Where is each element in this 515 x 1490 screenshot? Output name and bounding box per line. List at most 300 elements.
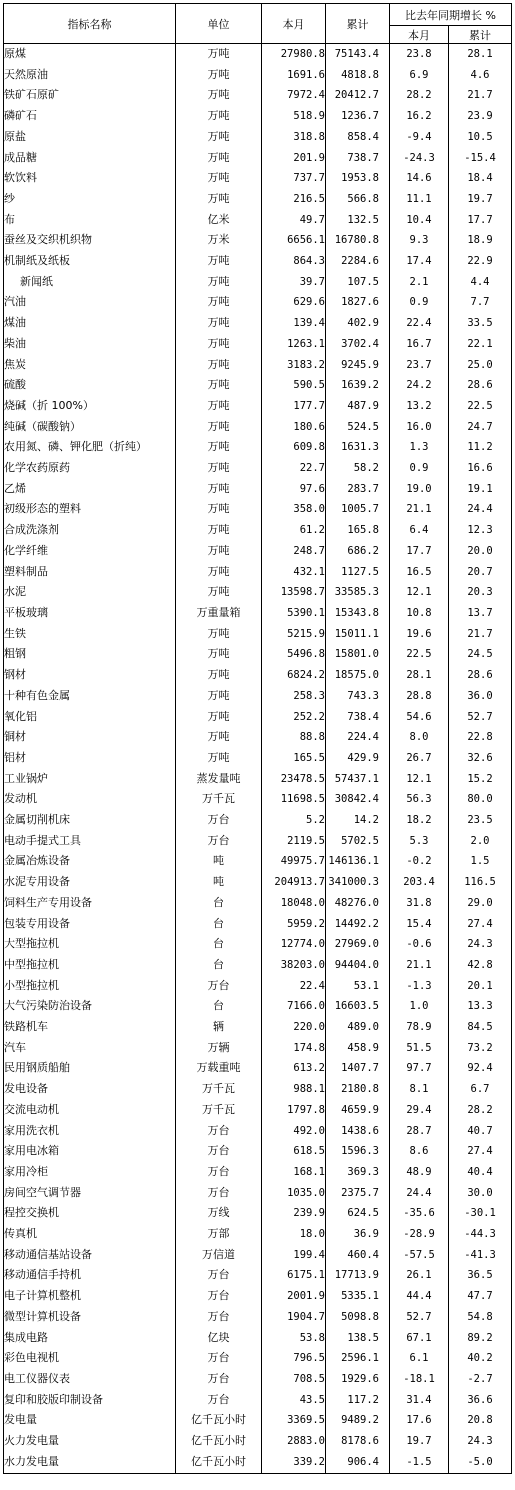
cumulative-value-cell: 524.5 xyxy=(326,417,390,438)
month-value-cell: 168.1 xyxy=(262,1162,326,1183)
cumulative-value-cell: 117.2 xyxy=(326,1390,390,1411)
table-row xyxy=(4,562,512,583)
month-value-cell: 22.7 xyxy=(262,458,326,479)
cumulative-value-cell: 14492.2 xyxy=(326,914,390,935)
growth-cumulative-cell: 11.2 xyxy=(449,437,512,458)
table-row xyxy=(4,541,512,562)
growth-month-cell: -35.6 xyxy=(390,1203,449,1224)
cumulative-value-cell: 1827.6 xyxy=(326,292,390,313)
indicator-name-cell: 工业锅炉 xyxy=(4,769,176,790)
indicator-name-cell: 焦炭 xyxy=(4,355,176,376)
growth-cumulative-cell: 116.5 xyxy=(449,872,512,893)
month-value-cell: 5215.9 xyxy=(262,624,326,645)
growth-month-cell: 8.1 xyxy=(390,1079,449,1100)
month-value-cell: 518.9 xyxy=(262,106,326,127)
growth-cumulative-cell: -44.3 xyxy=(449,1224,512,1245)
table-row xyxy=(4,292,512,313)
unit-cell: 万吨 xyxy=(176,624,262,645)
growth-cumulative-cell: 15.2 xyxy=(449,769,512,790)
table-row xyxy=(4,272,512,293)
unit-cell: 万吨 xyxy=(176,168,262,189)
month-value-cell: 43.5 xyxy=(262,1390,326,1411)
unit-cell: 万吨 xyxy=(176,644,262,665)
cumulative-value-cell: 2375.7 xyxy=(326,1183,390,1204)
growth-cumulative-cell: 40.4 xyxy=(449,1162,512,1183)
unit-cell: 万辆 xyxy=(176,1038,262,1059)
growth-month-cell: 51.5 xyxy=(390,1038,449,1059)
table-row xyxy=(4,458,512,479)
unit-cell: 万吨 xyxy=(176,562,262,583)
indicator-name-cell: 发动机 xyxy=(4,789,176,810)
table-row xyxy=(4,624,512,645)
table-row xyxy=(4,168,512,189)
month-value-cell: 12774.0 xyxy=(262,934,326,955)
month-value-cell: 22.4 xyxy=(262,976,326,997)
cumulative-value-cell: 138.5 xyxy=(326,1328,390,1349)
growth-month-cell: 0.9 xyxy=(390,292,449,313)
table-row xyxy=(4,1348,512,1369)
indicator-name-cell: 布 xyxy=(4,210,176,231)
table-row xyxy=(4,955,512,976)
cumulative-value-cell: 1005.7 xyxy=(326,499,390,520)
table-row xyxy=(4,831,512,852)
table-row xyxy=(4,437,512,458)
table-row xyxy=(4,644,512,665)
growth-month-cell: 28.2 xyxy=(390,85,449,106)
growth-cumulative-cell: -41.3 xyxy=(449,1245,512,1266)
unit-cell: 万台 xyxy=(176,831,262,852)
growth-month-cell: 8.0 xyxy=(390,727,449,748)
unit-cell: 万吨 xyxy=(176,272,262,293)
indicator-name-cell: 煤油 xyxy=(4,313,176,334)
indicator-name-cell: 家用冷柜 xyxy=(4,1162,176,1183)
month-value-cell: 358.0 xyxy=(262,499,326,520)
unit-cell: 万吨 xyxy=(176,334,262,355)
indicator-name-cell: 蚕丝及交织机织物 xyxy=(4,230,176,251)
indicator-name-cell: 铜材 xyxy=(4,727,176,748)
table-row xyxy=(4,65,512,86)
cumulative-value-cell: 33585.3 xyxy=(326,582,390,603)
unit-cell: 台 xyxy=(176,955,262,976)
cumulative-value-cell: 1631.3 xyxy=(326,437,390,458)
growth-cumulative-cell: 30.0 xyxy=(449,1183,512,1204)
month-value-cell: 492.0 xyxy=(262,1121,326,1142)
table-row xyxy=(4,1224,512,1245)
growth-cumulative-cell: 73.2 xyxy=(449,1038,512,1059)
cumulative-value-cell: 686.2 xyxy=(326,541,390,562)
indicator-name-cell: 水泥 xyxy=(4,582,176,603)
unit-cell: 万吨 xyxy=(176,499,262,520)
growth-month-cell: 78.9 xyxy=(390,1017,449,1038)
table-row xyxy=(4,582,512,603)
unit-cell: 万千瓦 xyxy=(176,789,262,810)
month-value-cell: 318.8 xyxy=(262,127,326,148)
cumulative-value-cell: 94404.0 xyxy=(326,955,390,976)
cumulative-value-cell: 17713.9 xyxy=(326,1265,390,1286)
cumulative-value-cell: 738.4 xyxy=(326,707,390,728)
unit-cell: 万吨 xyxy=(176,582,262,603)
indicator-name-cell: 平板玻璃 xyxy=(4,603,176,624)
growth-cumulative-cell: 23.5 xyxy=(449,810,512,831)
table-row xyxy=(4,1410,512,1431)
cumulative-value-cell: 341000.3 xyxy=(326,872,390,893)
month-value-cell: 1797.8 xyxy=(262,1100,326,1121)
header-cumulative: 累计 xyxy=(326,4,390,44)
month-value-cell: 27980.8 xyxy=(262,44,326,65)
growth-month-cell: -0.2 xyxy=(390,851,449,872)
header-yoy-growth: 比去年同期增长 % xyxy=(390,4,512,26)
month-value-cell: 23478.5 xyxy=(262,769,326,790)
indicator-name-cell: 包装专用设备 xyxy=(4,914,176,935)
cumulative-value-cell: 27969.0 xyxy=(326,934,390,955)
cumulative-value-cell: 283.7 xyxy=(326,479,390,500)
unit-cell: 万吨 xyxy=(176,686,262,707)
indicator-name-cell: 成品糖 xyxy=(4,148,176,169)
indicator-name-cell: 汽油 xyxy=(4,292,176,313)
unit-cell: 万吨 xyxy=(176,65,262,86)
table-row xyxy=(4,1038,512,1059)
unit-cell: 万吨 xyxy=(176,44,262,65)
indicator-name-cell: 原煤 xyxy=(4,44,176,65)
unit-cell: 万吨 xyxy=(176,127,262,148)
table-row xyxy=(4,355,512,376)
indicator-name-cell: 发电量 xyxy=(4,1410,176,1431)
growth-cumulative-cell: 32.6 xyxy=(449,748,512,769)
growth-month-cell: 31.4 xyxy=(390,1390,449,1411)
month-value-cell: 252.2 xyxy=(262,707,326,728)
growth-cumulative-cell: -30.1 xyxy=(449,1203,512,1224)
growth-cumulative-cell: -15.4 xyxy=(449,148,512,169)
growth-cumulative-cell: 13.3 xyxy=(449,996,512,1017)
month-value-cell: 39.7 xyxy=(262,272,326,293)
month-value-cell: 1035.0 xyxy=(262,1183,326,1204)
cumulative-value-cell: 132.5 xyxy=(326,210,390,231)
growth-month-cell: 67.1 xyxy=(390,1328,449,1349)
month-value-cell: 796.5 xyxy=(262,1348,326,1369)
table-row xyxy=(4,748,512,769)
table-row xyxy=(4,976,512,997)
indicator-name-cell: 汽车 xyxy=(4,1038,176,1059)
growth-month-cell: 23.8 xyxy=(390,44,449,65)
growth-cumulative-cell: 22.9 xyxy=(449,251,512,272)
table-row xyxy=(4,189,512,210)
indicator-name-cell: 火力发电量 xyxy=(4,1431,176,1452)
unit-cell: 万台 xyxy=(176,1141,262,1162)
growth-month-cell: 12.1 xyxy=(390,582,449,603)
indicator-name-cell: 硫酸 xyxy=(4,375,176,396)
unit-cell: 万台 xyxy=(176,1121,262,1142)
indicator-name-cell: 铝材 xyxy=(4,748,176,769)
table-row xyxy=(4,44,512,65)
table-row xyxy=(4,1452,512,1473)
table-row xyxy=(4,479,512,500)
indicator-name-cell: 粗钢 xyxy=(4,644,176,665)
month-value-cell: 204913.7 xyxy=(262,872,326,893)
table-row xyxy=(4,914,512,935)
indicator-name-cell: 民用钢质船舶 xyxy=(4,1058,176,1079)
growth-month-cell: 16.7 xyxy=(390,334,449,355)
growth-month-cell: -18.1 xyxy=(390,1369,449,1390)
growth-month-cell: 6.1 xyxy=(390,1348,449,1369)
unit-cell: 亿米 xyxy=(176,210,262,231)
growth-month-cell: 19.7 xyxy=(390,1431,449,1452)
table-row xyxy=(4,417,512,438)
growth-cumulative-cell: -2.7 xyxy=(449,1369,512,1390)
table-row xyxy=(4,396,512,417)
growth-month-cell: -1.5 xyxy=(390,1452,449,1473)
growth-month-cell: 10.4 xyxy=(390,210,449,231)
indicator-name-cell: 柴油 xyxy=(4,334,176,355)
growth-cumulative-cell: 29.0 xyxy=(449,893,512,914)
indicator-name-cell: 机制纸及纸板 xyxy=(4,251,176,272)
month-value-cell: 613.2 xyxy=(262,1058,326,1079)
cumulative-value-cell: 906.4 xyxy=(326,1452,390,1473)
month-value-cell: 177.7 xyxy=(262,396,326,417)
growth-cumulative-cell: 36.5 xyxy=(449,1265,512,1286)
growth-month-cell: 2.1 xyxy=(390,272,449,293)
cumulative-value-cell: 8178.6 xyxy=(326,1431,390,1452)
growth-month-cell: 8.6 xyxy=(390,1141,449,1162)
unit-cell: 万吨 xyxy=(176,375,262,396)
growth-cumulative-cell: 20.0 xyxy=(449,541,512,562)
month-value-cell: 1691.6 xyxy=(262,65,326,86)
month-value-cell: 61.2 xyxy=(262,520,326,541)
table-row xyxy=(4,872,512,893)
growth-cumulative-cell: -5.0 xyxy=(449,1452,512,1473)
header-unit: 单位 xyxy=(176,4,262,44)
growth-month-cell: 17.7 xyxy=(390,541,449,562)
growth-month-cell: 11.1 xyxy=(390,189,449,210)
growth-cumulative-cell: 54.8 xyxy=(449,1307,512,1328)
indicator-name-cell: 小型拖拉机 xyxy=(4,976,176,997)
growth-month-cell: 28.1 xyxy=(390,665,449,686)
unit-cell: 万线 xyxy=(176,1203,262,1224)
table-row xyxy=(4,127,512,148)
month-value-cell: 988.1 xyxy=(262,1079,326,1100)
cumulative-value-cell: 4818.8 xyxy=(326,65,390,86)
growth-cumulative-cell: 28.1 xyxy=(449,44,512,65)
indicator-name-cell: 纱 xyxy=(4,189,176,210)
indicator-name-cell: 纯碱（碳酸钠） xyxy=(4,417,176,438)
indicator-name-cell: 大气污染防治设备 xyxy=(4,996,176,1017)
cumulative-value-cell: 2596.1 xyxy=(326,1348,390,1369)
month-value-cell: 339.2 xyxy=(262,1452,326,1473)
cumulative-value-cell: 48276.0 xyxy=(326,893,390,914)
month-value-cell: 13598.7 xyxy=(262,582,326,603)
header-indicator-name: 指标名称 xyxy=(4,4,176,44)
cumulative-value-cell: 75143.4 xyxy=(326,44,390,65)
indicator-name-cell: 微型计算机设备 xyxy=(4,1307,176,1328)
cumulative-value-cell: 30842.4 xyxy=(326,789,390,810)
unit-cell: 万台 xyxy=(176,1183,262,1204)
table-row xyxy=(4,1390,512,1411)
growth-month-cell: 22.5 xyxy=(390,644,449,665)
table-row xyxy=(4,313,512,334)
growth-month-cell: 29.4 xyxy=(390,1100,449,1121)
growth-month-cell: 17.4 xyxy=(390,251,449,272)
growth-cumulative-cell: 27.4 xyxy=(449,914,512,935)
indicator-name-cell: 磷矿石 xyxy=(4,106,176,127)
month-value-cell: 199.4 xyxy=(262,1245,326,1266)
table-row xyxy=(4,727,512,748)
table-row xyxy=(4,1141,512,1162)
growth-cumulative-cell: 36.0 xyxy=(449,686,512,707)
growth-month-cell: 15.4 xyxy=(390,914,449,935)
indicator-name-cell: 十种有色金属 xyxy=(4,686,176,707)
unit-cell: 吨 xyxy=(176,851,262,872)
unit-cell: 万吨 xyxy=(176,313,262,334)
month-value-cell: 49.7 xyxy=(262,210,326,231)
indicator-name-cell: 复印和胶版印制设备 xyxy=(4,1390,176,1411)
growth-cumulative-cell: 4.4 xyxy=(449,272,512,293)
unit-cell: 万吨 xyxy=(176,292,262,313)
cumulative-value-cell: 2180.8 xyxy=(326,1079,390,1100)
month-value-cell: 864.3 xyxy=(262,251,326,272)
month-value-cell: 7166.0 xyxy=(262,996,326,1017)
cumulative-value-cell: 5098.8 xyxy=(326,1307,390,1328)
table-row xyxy=(4,499,512,520)
table-row xyxy=(4,1183,512,1204)
growth-month-cell: -24.3 xyxy=(390,148,449,169)
table-row xyxy=(4,1369,512,1390)
table-row xyxy=(4,210,512,231)
unit-cell: 万吨 xyxy=(176,707,262,728)
growth-cumulative-cell: 13.7 xyxy=(449,603,512,624)
growth-month-cell: 16.5 xyxy=(390,562,449,583)
table-row xyxy=(4,375,512,396)
growth-month-cell: 56.3 xyxy=(390,789,449,810)
indicator-name-cell: 彩色电视机 xyxy=(4,1348,176,1369)
cumulative-value-cell: 57437.1 xyxy=(326,769,390,790)
indicator-name-cell: 交流电动机 xyxy=(4,1100,176,1121)
table-row xyxy=(4,1162,512,1183)
table-body xyxy=(4,44,512,1474)
unit-cell: 辆 xyxy=(176,1017,262,1038)
growth-cumulative-cell: 40.2 xyxy=(449,1348,512,1369)
growth-cumulative-cell: 16.6 xyxy=(449,458,512,479)
table-row xyxy=(4,810,512,831)
growth-cumulative-cell: 23.9 xyxy=(449,106,512,127)
growth-month-cell: 19.6 xyxy=(390,624,449,645)
cumulative-value-cell: 487.9 xyxy=(326,396,390,417)
unit-cell: 万千瓦 xyxy=(176,1100,262,1121)
unit-cell: 万吨 xyxy=(176,727,262,748)
unit-cell: 万台 xyxy=(176,1162,262,1183)
indicator-name-cell: 金属切削机床 xyxy=(4,810,176,831)
indicator-name-cell: 生铁 xyxy=(4,624,176,645)
growth-cumulative-cell: 24.7 xyxy=(449,417,512,438)
indicator-name-cell: 钢材 xyxy=(4,665,176,686)
indicator-name-cell: 天然原油 xyxy=(4,65,176,86)
growth-cumulative-cell: 4.6 xyxy=(449,65,512,86)
indicator-name-cell: 软饮料 xyxy=(4,168,176,189)
indicator-name-cell: 电子计算机整机 xyxy=(4,1286,176,1307)
unit-cell: 万吨 xyxy=(176,396,262,417)
indicator-name-cell: 金属冶炼设备 xyxy=(4,851,176,872)
growth-month-cell: 18.2 xyxy=(390,810,449,831)
month-value-cell: 248.7 xyxy=(262,541,326,562)
cumulative-value-cell: 566.8 xyxy=(326,189,390,210)
growth-month-cell: -1.3 xyxy=(390,976,449,997)
growth-cumulative-cell: 28.2 xyxy=(449,1100,512,1121)
growth-month-cell: 6.4 xyxy=(390,520,449,541)
growth-cumulative-cell: 47.7 xyxy=(449,1286,512,1307)
cumulative-value-cell: 1438.6 xyxy=(326,1121,390,1142)
unit-cell: 台 xyxy=(176,914,262,935)
header-growth-cumulative: 累计 xyxy=(449,26,512,44)
table-row xyxy=(4,334,512,355)
growth-month-cell: 5.3 xyxy=(390,831,449,852)
table-row xyxy=(4,1058,512,1079)
cumulative-value-cell: 16780.8 xyxy=(326,230,390,251)
table-row xyxy=(4,769,512,790)
growth-month-cell: -28.9 xyxy=(390,1224,449,1245)
month-value-cell: 590.5 xyxy=(262,375,326,396)
growth-month-cell: 48.9 xyxy=(390,1162,449,1183)
month-value-cell: 432.1 xyxy=(262,562,326,583)
growth-cumulative-cell: 27.4 xyxy=(449,1141,512,1162)
growth-month-cell: 203.4 xyxy=(390,872,449,893)
unit-cell: 万吨 xyxy=(176,479,262,500)
table-row xyxy=(4,707,512,728)
month-value-cell: 5496.8 xyxy=(262,644,326,665)
growth-month-cell: 26.7 xyxy=(390,748,449,769)
table-row xyxy=(4,996,512,1017)
growth-month-cell: 17.6 xyxy=(390,1410,449,1431)
growth-cumulative-cell: 7.7 xyxy=(449,292,512,313)
growth-cumulative-cell: 20.1 xyxy=(449,976,512,997)
cumulative-value-cell: 15801.0 xyxy=(326,644,390,665)
growth-month-cell: 13.2 xyxy=(390,396,449,417)
table-row xyxy=(4,1203,512,1224)
growth-month-cell: -57.5 xyxy=(390,1245,449,1266)
unit-cell: 万台 xyxy=(176,1286,262,1307)
growth-month-cell: 16.2 xyxy=(390,106,449,127)
unit-cell: 万吨 xyxy=(176,251,262,272)
indicator-name-cell: 大型拖拉机 xyxy=(4,934,176,955)
growth-month-cell: 28.8 xyxy=(390,686,449,707)
table-row xyxy=(4,1079,512,1100)
indicator-name-cell: 程控交换机 xyxy=(4,1203,176,1224)
unit-cell: 万米 xyxy=(176,230,262,251)
indicator-name-cell: 水力发电量 xyxy=(4,1452,176,1473)
cumulative-value-cell: 743.3 xyxy=(326,686,390,707)
cumulative-value-cell: 1407.7 xyxy=(326,1058,390,1079)
growth-month-cell: 0.9 xyxy=(390,458,449,479)
table-row xyxy=(4,85,512,106)
indicator-name-cell: 乙烯 xyxy=(4,479,176,500)
growth-month-cell: 1.3 xyxy=(390,437,449,458)
month-value-cell: 5959.2 xyxy=(262,914,326,935)
month-value-cell: 609.8 xyxy=(262,437,326,458)
growth-cumulative-cell: 52.7 xyxy=(449,707,512,728)
growth-month-cell: 24.2 xyxy=(390,375,449,396)
growth-month-cell: 9.3 xyxy=(390,230,449,251)
unit-cell: 万台 xyxy=(176,976,262,997)
unit-cell: 台 xyxy=(176,934,262,955)
cumulative-value-cell: 15011.1 xyxy=(326,624,390,645)
growth-month-cell: 26.1 xyxy=(390,1265,449,1286)
cumulative-value-cell: 402.9 xyxy=(326,313,390,334)
unit-cell: 万吨 xyxy=(176,106,262,127)
cumulative-value-cell: 107.5 xyxy=(326,272,390,293)
month-value-cell: 737.7 xyxy=(262,168,326,189)
month-value-cell: 18048.0 xyxy=(262,893,326,914)
growth-cumulative-cell: 25.0 xyxy=(449,355,512,376)
month-value-cell: 88.8 xyxy=(262,727,326,748)
cumulative-value-cell: 429.9 xyxy=(326,748,390,769)
growth-month-cell: 24.4 xyxy=(390,1183,449,1204)
